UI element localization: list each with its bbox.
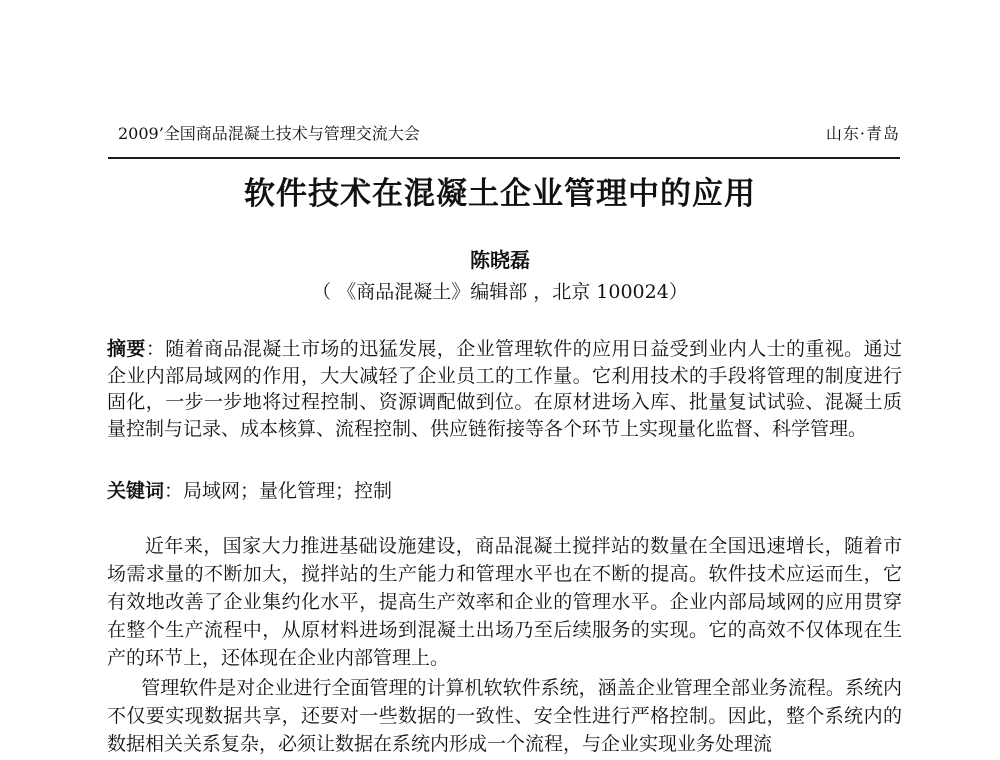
conference-name: 2009’全国商品混凝土技术与管理交流大会 bbox=[118, 124, 420, 143]
abstract bbox=[107, 336, 902, 442]
conference-location: 山东·青岛 bbox=[825, 124, 900, 143]
keywords-label: 关键词 bbox=[107, 480, 165, 502]
paper-title: 软件技术在混凝土企业管理中的应用 bbox=[244, 176, 756, 212]
abstract-text: ：随着商品混凝土市场的迅猛发展，企业管理软件的应用日益受到业内人士的重视。通过企业内部局域网的作用，大大减轻了企业员工的工作量。它利用技术的手段将管理的制度进行固化，一步一步地将过程控制、资源调配做到位。在原材进场入库、批量复试试验、混凝土质量控制与记录、成本核算、流程控制、供应链衔接等各个环节上实现量化监督、科学管理。 bbox=[107, 338, 902, 440]
body-paragraph: 近年来，国家大力推进基础设施建设，商品混凝土搅拌站的数量在全国迅速增长，随着市场需求量的不断加大，搅拌站的生产能力和管理水平也在不断的提高。软件技术应运而生，它有效地改善了企业集约化水平，提高生产效率和企业的管理水平。企业内部局域网的应用贯穿在整个生产流程中，从原材料进场到混凝土出场乃至后续服务的实现。它的高效不仅体现在生产的环节上，还体现在企业内部管理上。 bbox=[107, 535, 902, 669]
author-affiliation: （ 《商品混凝土》编辑部 ，北京 100024） bbox=[312, 281, 688, 303]
body-paragraph: 管理软件是对企业进行全面管理的计算机软软件系统，涵盖企业管理全部业务流程。系统内不仅要实现数据共享，还要对一些数据的一致性、安全性进行严格控制。因此，整个系统内的数据相关关系复杂，必须让数据在系统内形成一个流程，与企业实现业务处理流 bbox=[107, 677, 902, 755]
header-divider bbox=[108, 157, 900, 159]
body-text bbox=[107, 532, 902, 758]
keywords-text: ：局域网；量化管理；控制 bbox=[164, 480, 393, 502]
running-header bbox=[118, 118, 900, 144]
keywords bbox=[107, 478, 902, 505]
author-name: 陈晓磊 bbox=[470, 248, 530, 272]
abstract-label: 摘要 bbox=[107, 338, 146, 360]
